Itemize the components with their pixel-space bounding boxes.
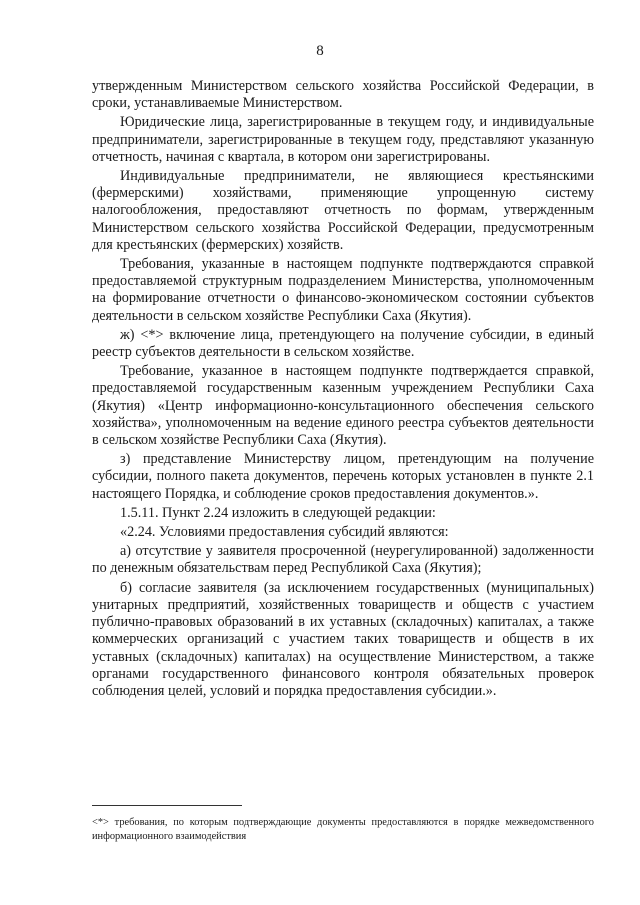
paragraph-requirements-certificate: Требования, указанные в настоящем подпункте подтверждаются справкой предоставляемой структурным подразделением Министерства, уполномоченным на формирование отчетности о финансово-экономическом состоянии субъектов деятельности в сельском хозяйстве Республики Саха (Якутия). (92, 256, 594, 324)
paragraph-clause-2-24: «2.24. Условиями предоставления субсидий являются: (120, 524, 449, 541)
paragraph-item-a: а) отсутствие у заявителя просроченной (неурегулированной) задолженности по денежным обязательствам перед Республикой Саха (Якутия); (92, 543, 594, 577)
page-number: 8 (316, 43, 324, 59)
paragraph-item-b: б) согласие заявителя (за исключением государственных (муниципальных) унитарных предприятий, хозяйственных товариществ и обществ с участием публично-правовых образований в их уставных (складочных) капиталах, а также коммерческих организаций с участием таких товариществ и обществ в их уставных (складочных) капиталах) на осуществление Министерством, а также органами государственного финансового контроля обязательных проверок соблюдения целей, условий и порядка предоставления субсидии.». (92, 579, 594, 699)
document-body (92, 78, 594, 702)
paragraph-clause-1-5-11: 1.5.11. Пункт 2.24 изложить в следующей редакции: (120, 504, 436, 521)
paragraph-legal-entities: Юридические лица, зарегистрированные в текущем году, и индивидуальные предприниматели, зарегистрированные в текущем году, представляют указанную отчетность, начиная с квартала, в котором они зарегистрированы. (92, 114, 594, 165)
paragraph-registry-certificate: Требование, указанное в настоящем подпункте подтверждается справкой, предоставляемой государственным казенным учреждением Республики Саха (Якутия) «Центр информационно-консультационного обеспечения сельского хозяйства», уполномоченным на ведение единого реестра субъектов деятельности в сельском хозяйстве Республики Саха (Якутия). (92, 363, 594, 449)
paragraph-individual-entrepreneurs: Индивидуальные предприниматели, не являющиеся крестьянскими (фермерскими) хозяйствами, применяющие упрощенную систему налогообложения, предоставляют отчетность по формам, утвержденным Министерством сельского хозяйства Российской Федерации, предусмотренным для крестьянских (фермерских) хозяйств. (92, 168, 594, 253)
footnote: <*> требования, по которым подтверждающие документы предоставляются в порядке межведомственного информационного взаимодействия (92, 817, 594, 842)
footnote-divider (92, 805, 242, 806)
paragraph-continuation: утвержденным Министерством сельского хозяйства Российской Федерации, в сроки, устанавливаемые Министерством. (92, 78, 594, 112)
paragraph-item-z: з) представление Министерству лицом, претендующим на получение субсидии, полного пакета документов, перечень которых установлен в пункте 2.1 настоящего Порядка, и соблюдение сроков предоставления документов.». (92, 451, 594, 502)
paragraph-item-zh: ж) <*> включение лица, претендующего на получение субсидии, в единый реестр субъектов деятельности в сельском хозяйстве. (92, 326, 594, 361)
